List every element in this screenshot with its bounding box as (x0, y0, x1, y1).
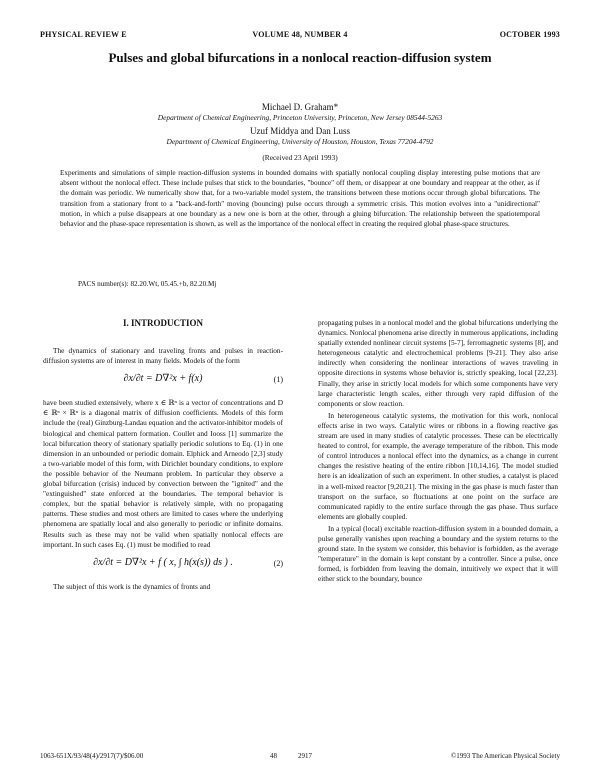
intro-paragraph-2: have been studied extensively, where x ∈ ℝⁿ is a vector of concentrations and D ∈ ℝⁿ × ℝⁿ is a diagonal matrix of diffusion coefficients. Models of this form include the (real) Ginzburg-Landau equation and the activator-inhibitor models of biological and chemical pattern formation. Coullet and Iooss [1] summarize the local bifurcation theory of stationary spatially periodic solutions to Eq. (1) in one dimension in an unbounded or periodic domain. Elphick and Arneodo [2,3] study a two-variable model of this form, with Dirichlet boundary conditions, to explore the possible behavior of the Neumann problem. In particular they observe a global bifurcation (crisis) induced by convection between the "ignited" and the "extinguished" state enforced at the boundaries. The temporal behavior is complex, but the spatial behavior is relatively simple, with no propagating patterns. These studies and most others are limited to cases where the underlying phenomena are spatially local and also generally to periodic or infinite domains. Results such as these may not be valid when spatially nonlocal effects are important. In such cases Eq. (1) must be modified to read (43, 398, 283, 549)
pacs-numbers: PACS number(s): 82.20.Wt, 05.45.+b, 82.20.Mj (78, 280, 217, 288)
author-line-2: Uzuf Middya and Dan Luss (250, 126, 350, 136)
author-line-1: Michael D. Graham* (261, 102, 339, 112)
intro-paragraph-4: propagating pulses in a nonlocal model and the global bifurcations underlying the dynamics. Nonlocal phenomena arise directly in numerous applications, including spatially extended nonlinear circuit systems [5-7], ferromagnetic systems [8], and heterogeneous catalytic and electrochemical problems [9-21]. They also arise indirectly when considering the nonlinear interactions of waves traveling in opposite directions in systems whose behavior is, strictly speaking, local [22,23]. Finally, they arise in strictly local models for which some components have very large characteristic length scales, either through very rapid diffusion of the components or slow reaction. (318, 318, 558, 408)
intro-paragraph-6: In a typical (local) excitable reaction-diffusion system in a bounded domain, a pulse generally vanishes upon reaching a boundary and the system returns to the ground state. In the system we consider, this behavior is forbidden, as the average "temperature" in the domain is kept constant by a controller. Since a pulse, once formed, is forbidden from leaving the domain, intuitively we expect that it will either stick to the boundary, bounce (318, 523, 558, 584)
intro-paragraph-5: In heterogeneous catalytic systems, the motivation for this work, nonlocal effects arise in two ways. Catalytic wires or ribbons in a flowing reactive gas stream are used in many studies of catalytic processes. These can be electrically heated to control, for example, the average temperature of the ribbon. This mode of control introduces a nonlocal effect into the dynamics, as a change in current changes the resistive heating of the entire ribbon [10,14,16]. The model studied here is an idealization of such an experiment. In other studies, a catalyst is placed in a well-mixed reactor [9,20,21]. The mixing in the gas phase is much faster than transport on the surface, so fluctuations at one point on the surface are communicated rapidly to the entire surface through the gas phase. Thus surface elements are globally coupled. (318, 410, 558, 521)
intro-paragraph-3: The subject of this work is the dynamics of fronts and (53, 581, 211, 591)
equation-2-text: ∂x/∂t = D∇²x + f ( x, ∫ h(x(s)) ds ) . (93, 556, 233, 568)
page-footer (40, 752, 560, 764)
copyright: ©1993 The American Physical Society (450, 752, 560, 760)
volume-number: VOLUME 48, NUMBER 4 (252, 30, 348, 39)
equation-2-number: (2) (273, 558, 283, 568)
right-column (318, 318, 558, 584)
equation-1-number: (1) (273, 375, 283, 385)
affiliation-1: Department of Chemical Engineering, Princeton University, Princeton, New Jersey 08544-5263 (157, 113, 443, 122)
affiliation-2: Department of Chemical Engineering, University of Houston, Houston, Texas 77204-4792 (166, 137, 434, 146)
volume-footer: 48 (270, 752, 277, 760)
issue-date: OCTOBER 1993 (499, 30, 560, 39)
equation-2 (43, 555, 283, 577)
journal-name: PHYSICAL REVIEW E (40, 30, 127, 39)
intro-paragraph-1: The dynamics of stationary and traveling fronts and pulses in reaction-diffusion systems are of interest in many fields. Models of the form (43, 346, 283, 366)
running-head (40, 30, 560, 42)
equation-1-text: ∂x/∂t = D∇²x + f(x) (123, 373, 203, 385)
section-heading: I. INTRODUCTION (122, 318, 203, 328)
article-code: 1063-651X/93/48(4)/2917(7)/$06.00 (40, 752, 144, 760)
left-column (43, 318, 283, 592)
paper-title: Pulses and global bifurcations in a nonlocal reaction-diffusion system (108, 50, 492, 65)
received-date: (Received 23 April 1993) (262, 153, 338, 162)
abstract: Experiments and simulations of simple reaction-diffusion systems in bounded domains with spatially nonlocal coupling display interesting pulse motions that are absent without the nonlocal effect. These include pulses that stick to the boundaries, "bounce" off them, or disappear at one boundary and reappear at the other, as if the domain was periodic. We numerically show that, for a two-variable model system, the transitions between these motions occur through global bifurcations. The transition from a stationary front to a "back-and-forth" moving (bouncing) pulse occurs through a symmetric crisis. This motion evolves into a "unidirectional" motion, in which a pulse disappears at one boundary as a new one is born at the other, through a gluing bifurcation. The relationship between the spatiotemporal behavior and the phase-space representation is shown, as well as the importance of the nonlocal effect in creating the required global phase-space structures. (60, 169, 540, 229)
page-number: 2917 (298, 752, 312, 760)
equation-1 (43, 371, 283, 393)
